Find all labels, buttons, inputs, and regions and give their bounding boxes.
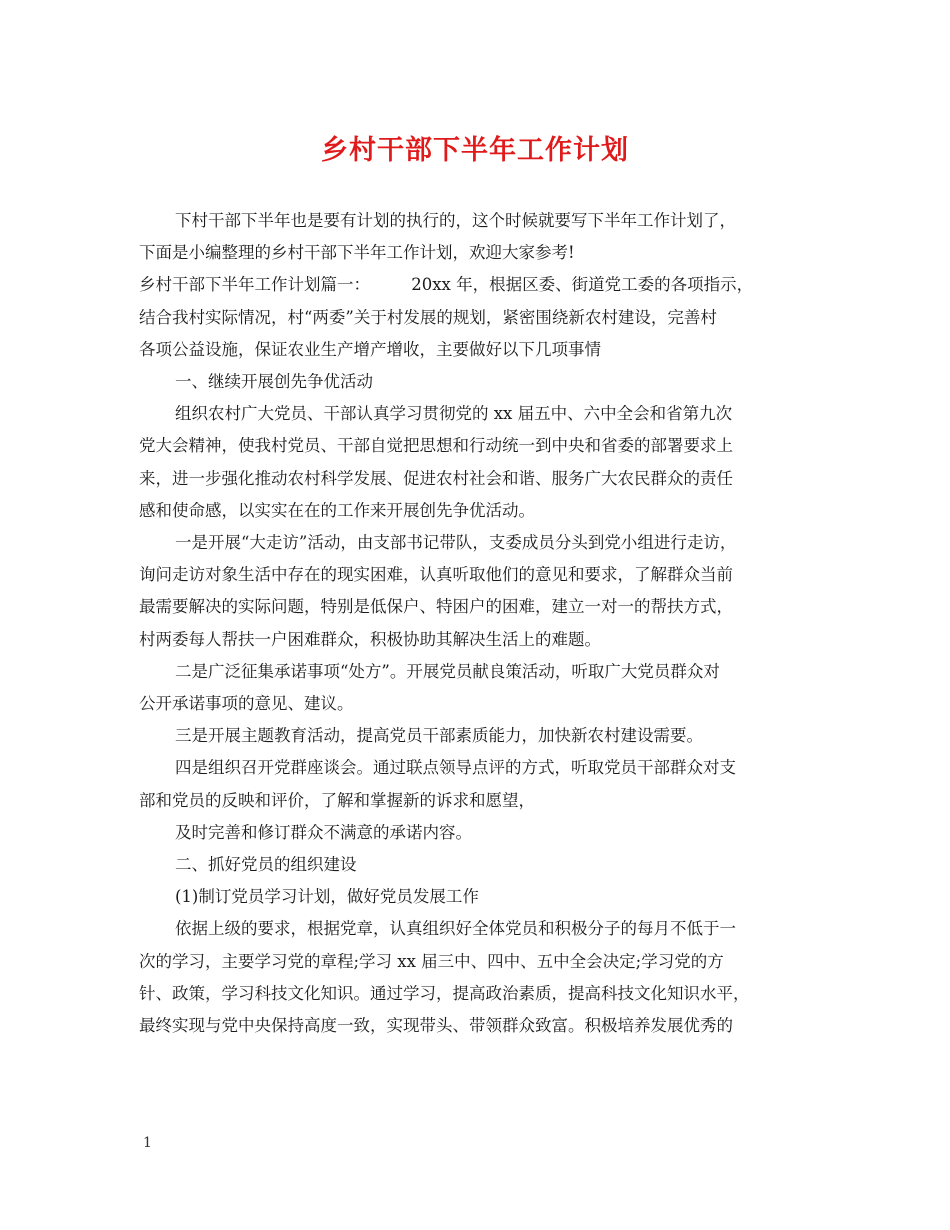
text-line: 次的学习，主要学习党的章程;学习 xx 届三中、四中、五中全会决定;学习党的方 (139, 951, 724, 971)
text-line: 组织农村广大党员、干部认真学习贯彻党的 xx 届五中、六中全会和省第九次 (175, 404, 733, 424)
text-line: 下村干部下半年也是要有计划的执行的，这个时候就要写下半年工作计划了， (175, 211, 736, 230)
text-line: 依据上级的要求，根据党章，认真组织好全体党员和积极分子的每月不低于一 (175, 919, 736, 939)
document-title: 乡村干部下半年工作计划 (321, 135, 629, 166)
text-line: 四是组织召开党群座谈会。通过联点领导点评的方式，听取党员干部群众对支 (175, 758, 736, 778)
page-number: 1 (143, 1135, 152, 1151)
text-line: 询问走访对象生活中存在的现实困难，认真听取他们的意见和要求，了解群众当前 (139, 565, 733, 585)
text-line: 一是开展“大走访”活动，由支部书记带队，支委成员分头到党小组进行走访， (175, 533, 737, 553)
text-line: 部和党员的反映和评价，了解和掌握新的诉求和愿望， (139, 790, 535, 810)
text-line: 下面是小编整理的乡村干部下半年工作计划，欢迎大家参考! (139, 243, 575, 263)
text-line: 最需要解决的实际问题，特别是低保户、特困户的困难，建立一对一的帮扶方式， (139, 597, 733, 617)
text-line: 来，进一步强化推动农村科学发展、促进农村社会和谐、服务广大农民群众的责任 (139, 468, 733, 488)
text-line: 针、政策，学习科技文化知识。通过学习，提高政治素质，提高科技文化知识水平， (139, 983, 750, 1003)
text-line: (1)制订党员学习计划，做好党员发展工作 (175, 887, 479, 907)
text-line: 结合我村实际情况，村“两委”关于村发展的规划，紧密围绕新农村建设，完善村 (139, 307, 717, 327)
text-line: 党大会精神，使我村党员、干部自觉把思想和行动统一到中央和省委的部署要求上 (139, 436, 733, 456)
text-line: 二、抓好党员的组织建设 (175, 855, 357, 875)
text-line: 最终实现与党中央保持高度一致，实现带头、带领群众致富。积极培养发展优秀的 (139, 1016, 733, 1036)
text-line: 一、继续开展创先争优活动 (175, 372, 373, 392)
text-line: 二是广泛征集承诺事项“处方”。开展党员献良策活动，听取广大党员群众对 (175, 661, 720, 681)
text-line: 村两委每人帮扶一户困难群众，积极协助其解决生活上的难题。 (139, 629, 601, 649)
text-line: 感和使命感，以实实在在的工作来开展创先争优活动。 (139, 500, 535, 520)
document-body (139, 205, 829, 1042)
text-line: 乡村干部下半年工作计划篇一： 20xx 年，根据区委、街道党工委的各项指示， (139, 275, 754, 295)
text-line: 各项公益设施，保证农业生产增产增收，主要做好以下几项事情 (139, 339, 601, 359)
text-line: 及时完善和修订群众不满意的承诺内容。 (175, 822, 472, 842)
text-line: 三是开展主题教育活动，提高党员干部素质能力，加快新农村建设需要。 (175, 726, 703, 746)
text-line: 公开承诺事项的意见、建议。 (139, 694, 354, 714)
